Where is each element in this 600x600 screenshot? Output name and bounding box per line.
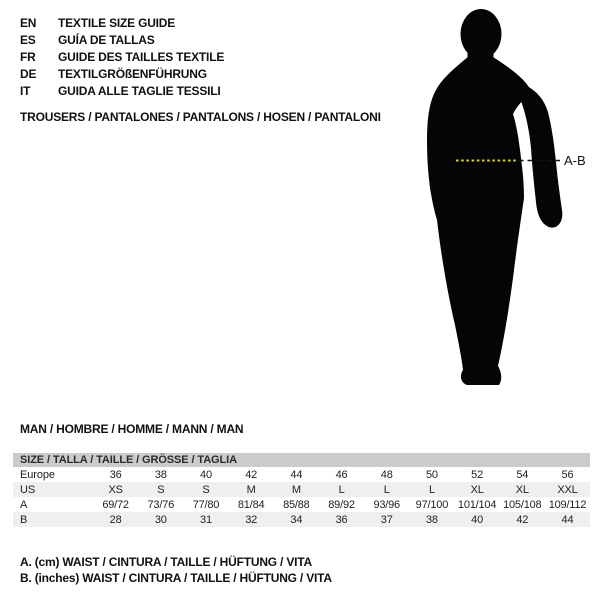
size-table [13,453,590,527]
language-code: IT [20,83,31,98]
size-table-body [13,467,590,527]
silhouette-arm [516,82,562,228]
size-cell: 109/112 [548,498,587,511]
size-cell: 93/96 [373,498,400,511]
size-cell: 34 [290,513,303,526]
size-cell: L [383,483,390,496]
language-label: TEXTILGRÖßENFÜHRUNG [58,66,207,81]
language-label: GUIDA ALLE TAGLIE TESSILI [58,83,221,98]
size-cell: 38 [425,513,438,526]
row-label: B [20,513,28,526]
size-cell: 40 [200,468,212,481]
measure-label-ab: A-B [564,153,586,168]
size-cell: 40 [471,513,484,526]
language-code: ES [20,32,36,47]
size-cell: 31 [200,513,212,526]
size-cell: 44 [561,513,574,526]
footnote-b: B. (inches) WAIST / CINTURA / TAILLE / HÜFTUNG / VITA [20,570,332,585]
size-cell: M [246,483,256,496]
size-cell: XL [515,483,529,496]
size-cell: L [428,483,435,496]
size-cell: XXL [557,483,578,496]
category-title: TROUSERS / PANTALONES / PANTALONS / HOSEN / PANTALONI [20,110,381,124]
size-cell: 85/88 [283,498,310,511]
size-cell: 36 [109,468,122,481]
size-cell: L [338,483,345,496]
size-cell: M [291,483,301,496]
language-label: TEXTILE SIZE GUIDE [58,15,176,30]
size-cell: 36 [335,513,348,526]
size-cell: 37 [380,513,393,526]
table-row-us [13,482,590,497]
row-label: A [20,498,28,511]
silhouette-body [427,56,532,385]
size-cell: 28 [109,513,122,526]
size-cell: 44 [290,468,303,481]
size-cell: 101/104 [457,498,497,511]
size-cell: 50 [425,468,438,481]
size-cell: 30 [154,513,167,526]
footnote-a: A. (cm) WAIST / CINTURA / TAILLE / HÜFTUNG / VITA [20,555,312,569]
table-row-a [13,497,590,512]
size-cell: 81/84 [237,498,265,511]
size-cell: 77/80 [192,498,220,511]
size-cell: 38 [154,468,167,481]
size-cell: 56 [561,468,574,481]
row-label: Europe [20,468,55,481]
size-cell: XS [108,483,123,496]
size-cell: 42 [245,468,258,481]
language-code: EN [20,15,37,30]
language-code: DE [20,66,37,81]
language-code: FR [20,49,36,64]
size-cell: S [157,483,165,496]
size-cell: 89/92 [328,498,355,511]
size-cell: 48 [380,468,393,481]
footnotes [20,555,332,586]
size-cell: 105/108 [503,498,542,511]
size-cell: 42 [516,513,529,526]
size-cell: 69/72 [102,498,129,511]
section-title-man: MAN / HOMBRE / HOMME / MANN / MAN [20,422,244,436]
language-label: GUÍA DE TALLAS [58,32,155,47]
size-table-header: SIZE / TALLA / TAILLE / GRÖSSE / TAGLIA [13,453,590,467]
table-row-europe [13,467,590,482]
size-cell: 52 [471,468,484,481]
table-row-b [13,512,590,527]
size-cell: XL [470,483,484,496]
size-cell: 73/76 [147,498,175,511]
size-cell: 32 [245,513,258,526]
size-cell: 54 [516,468,529,481]
row-label: US [20,483,36,496]
size-cell: 97/100 [415,498,449,511]
language-label: GUIDE DES TAILLES TEXTILE [58,49,225,64]
size-cell: S [202,483,210,496]
size-cell: 46 [335,468,348,481]
